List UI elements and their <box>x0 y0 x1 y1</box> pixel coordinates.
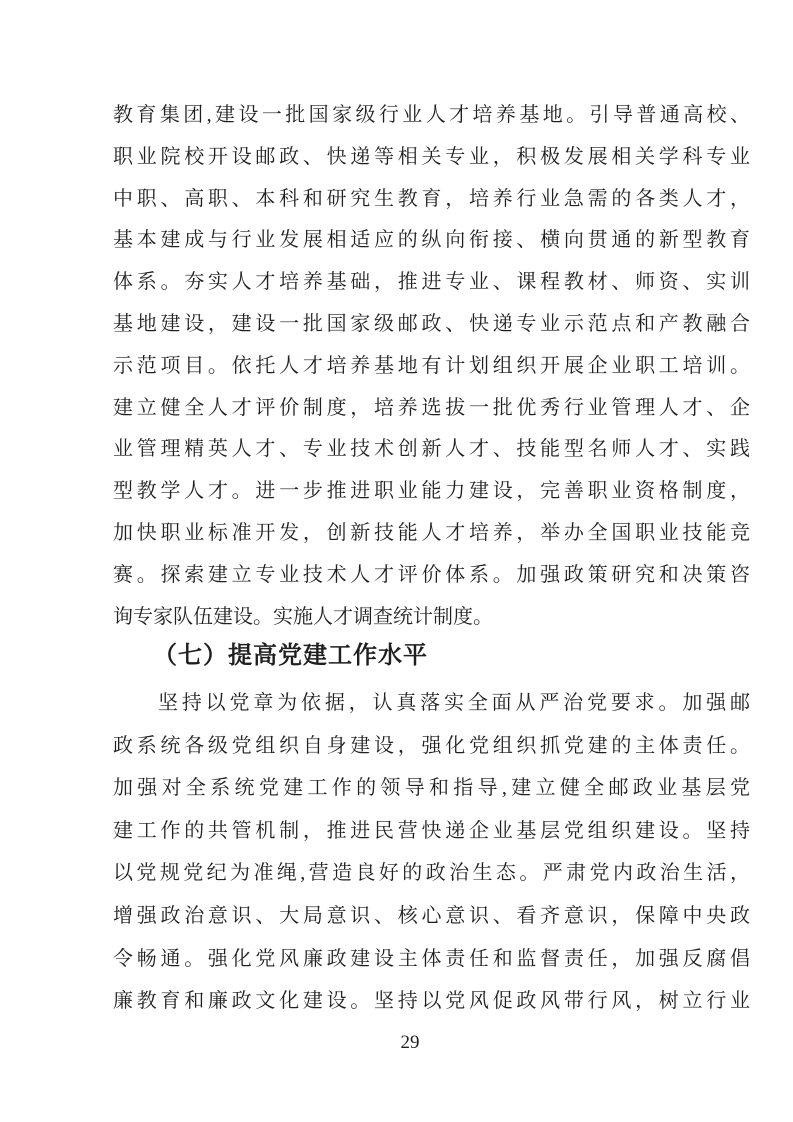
body-text-line: 以党规党纪为准绳,营造良好的政治生态。严肃党内政治生活， <box>113 862 750 885</box>
body-text-line: 增强政治意识、大局意识、核心意识、看齐意识，保障中央政 <box>113 904 750 927</box>
body-text-line: 体系。夯实人才培养基础，推进专业、课程教材、师资、实训 <box>113 271 750 294</box>
body-text-line: 建工作的共管机制，推进民营快递企业基层党组织建设。坚持 <box>113 819 750 842</box>
body-text-line: 型教学人才。进一步推进职业能力建设，完善职业资格制度， <box>113 480 750 503</box>
page-number: 29 <box>400 1032 420 1053</box>
body-text-line: 询专家队伍建设。实施人才调查统计制度。 <box>113 605 493 628</box>
body-text-line: 令畅通。强化党风廉政建设主体责任和监督责任，加强反腐倡 <box>113 947 750 970</box>
section-heading: （七）提高党建工作水平 <box>153 643 428 669</box>
body-text-line: 加强对全系统党建工作的领导和指导,建立健全邮政业基层党 <box>113 777 750 800</box>
paragraph-continuation <box>113 95 750 638</box>
body-text-line: 赛。探索建立专业技术人才评价体系。加强政策研究和决策咨 <box>113 563 750 586</box>
body-text-line: 中职、高职、本科和研究生教育，培养行业急需的各类人才， <box>113 187 750 210</box>
body-text-line: 建立健全人才评价制度，培养选拔一批优秀行业管理人才、企 <box>113 396 750 419</box>
body-text-line: 基本建成与行业发展相适应的纵向衔接、横向贯通的新型教育 <box>113 229 750 252</box>
body-text-line: 示范项目。依托人才培养基地有计划组织开展企业职工培训。 <box>113 354 750 377</box>
body-text-line: 加快职业标准开发，创新技能人才培养，举办全国职业技能竞 <box>113 521 750 544</box>
body-text-line: 廉教育和廉政文化建设。坚持以党风促政风带行风，树立行业 <box>113 990 750 1013</box>
body-text-line: 基地建设，建设一批国家级邮政、快递专业示范点和产教融合 <box>113 312 750 335</box>
body-text-line: 坚持以党章为依据，认真落实全面从严治党要求。加强邮 <box>158 692 750 714</box>
body-text-line: 职业院校开设邮政、快递等相关专业，积极发展相关学科专业 <box>113 145 750 168</box>
body-text-line: 业管理精英人才、专业技术创新人才、技能型名师人才、实践 <box>113 438 750 461</box>
paragraph-2 <box>113 682 750 1023</box>
body-text-line: 政系统各级党组织自身建设，强化党组织抓党建的主体责任。 <box>113 734 750 757</box>
body-text-line: 教育集团,建设一批国家级行业人才培养基地。引导普通高校、 <box>113 104 750 126</box>
